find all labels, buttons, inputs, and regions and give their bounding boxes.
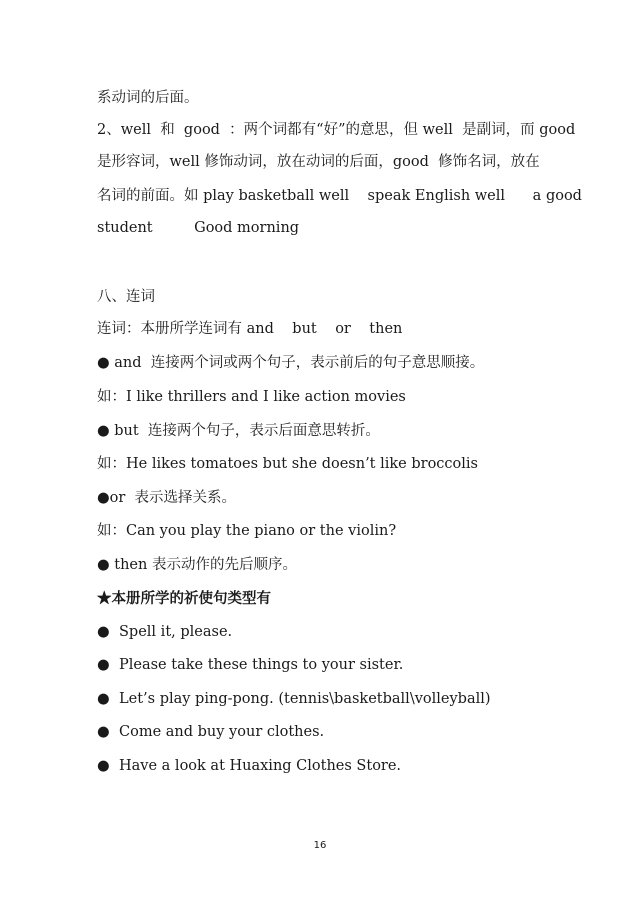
bullet-icon: ●: [97, 691, 110, 707]
text-line: 2、well 和 good ：两个词都有“好”的意思，但 well 是副词，而 good: [97, 122, 576, 138]
list-item-text: Have a look at Huaxing Clothes Store.: [119, 758, 402, 774]
text-line: 是形容词，well 修饰动词，放在动词的后面，good 修饰名词，放在: [97, 154, 540, 170]
rule-line: ●or 表示选择关系。: [97, 490, 237, 506]
bullet-icon: ●: [97, 724, 110, 740]
text-line: 名词的前面。如 play basketball well speak English well a good: [97, 188, 582, 204]
section-heading: 八、连词: [97, 289, 155, 305]
example-line: 如：Can you play the piano or the violin?: [97, 523, 397, 539]
rule-line: ● then 表示动作的先后顺序。: [97, 557, 297, 573]
list-item-text: Spell it, please.: [119, 624, 233, 640]
section-heading: ★本册所学的祈使句类型有: [97, 590, 271, 607]
list-item-text: Come and buy your clothes.: [119, 724, 325, 740]
page-number: 16: [313, 840, 327, 851]
bullet-icon: ●: [97, 657, 110, 673]
text-line: student Good morning: [97, 220, 300, 236]
rule-line: ● but 连接两个句子，表示后面意思转折。: [97, 423, 380, 439]
bullet-icon: ●: [97, 624, 110, 640]
text-line: 连词：本册所学连词有 and but or then: [97, 321, 403, 337]
list-item-text: Let’s play ping-pong. (tennis\basketball\volleyball): [119, 691, 491, 707]
example-line: 如：I like thrillers and I like action movies: [97, 389, 406, 405]
example-line: 如：He likes tomatoes but she doesn’t like broccolis: [97, 456, 478, 472]
text-line: 系动词的后面。: [97, 90, 199, 106]
bullet-icon: ●: [97, 758, 110, 774]
rule-line: ● and 连接两个词或两个句子，表示前后的句子意思顺接。: [97, 355, 485, 371]
list-item-text: Please take these things to your sister.: [119, 657, 404, 673]
